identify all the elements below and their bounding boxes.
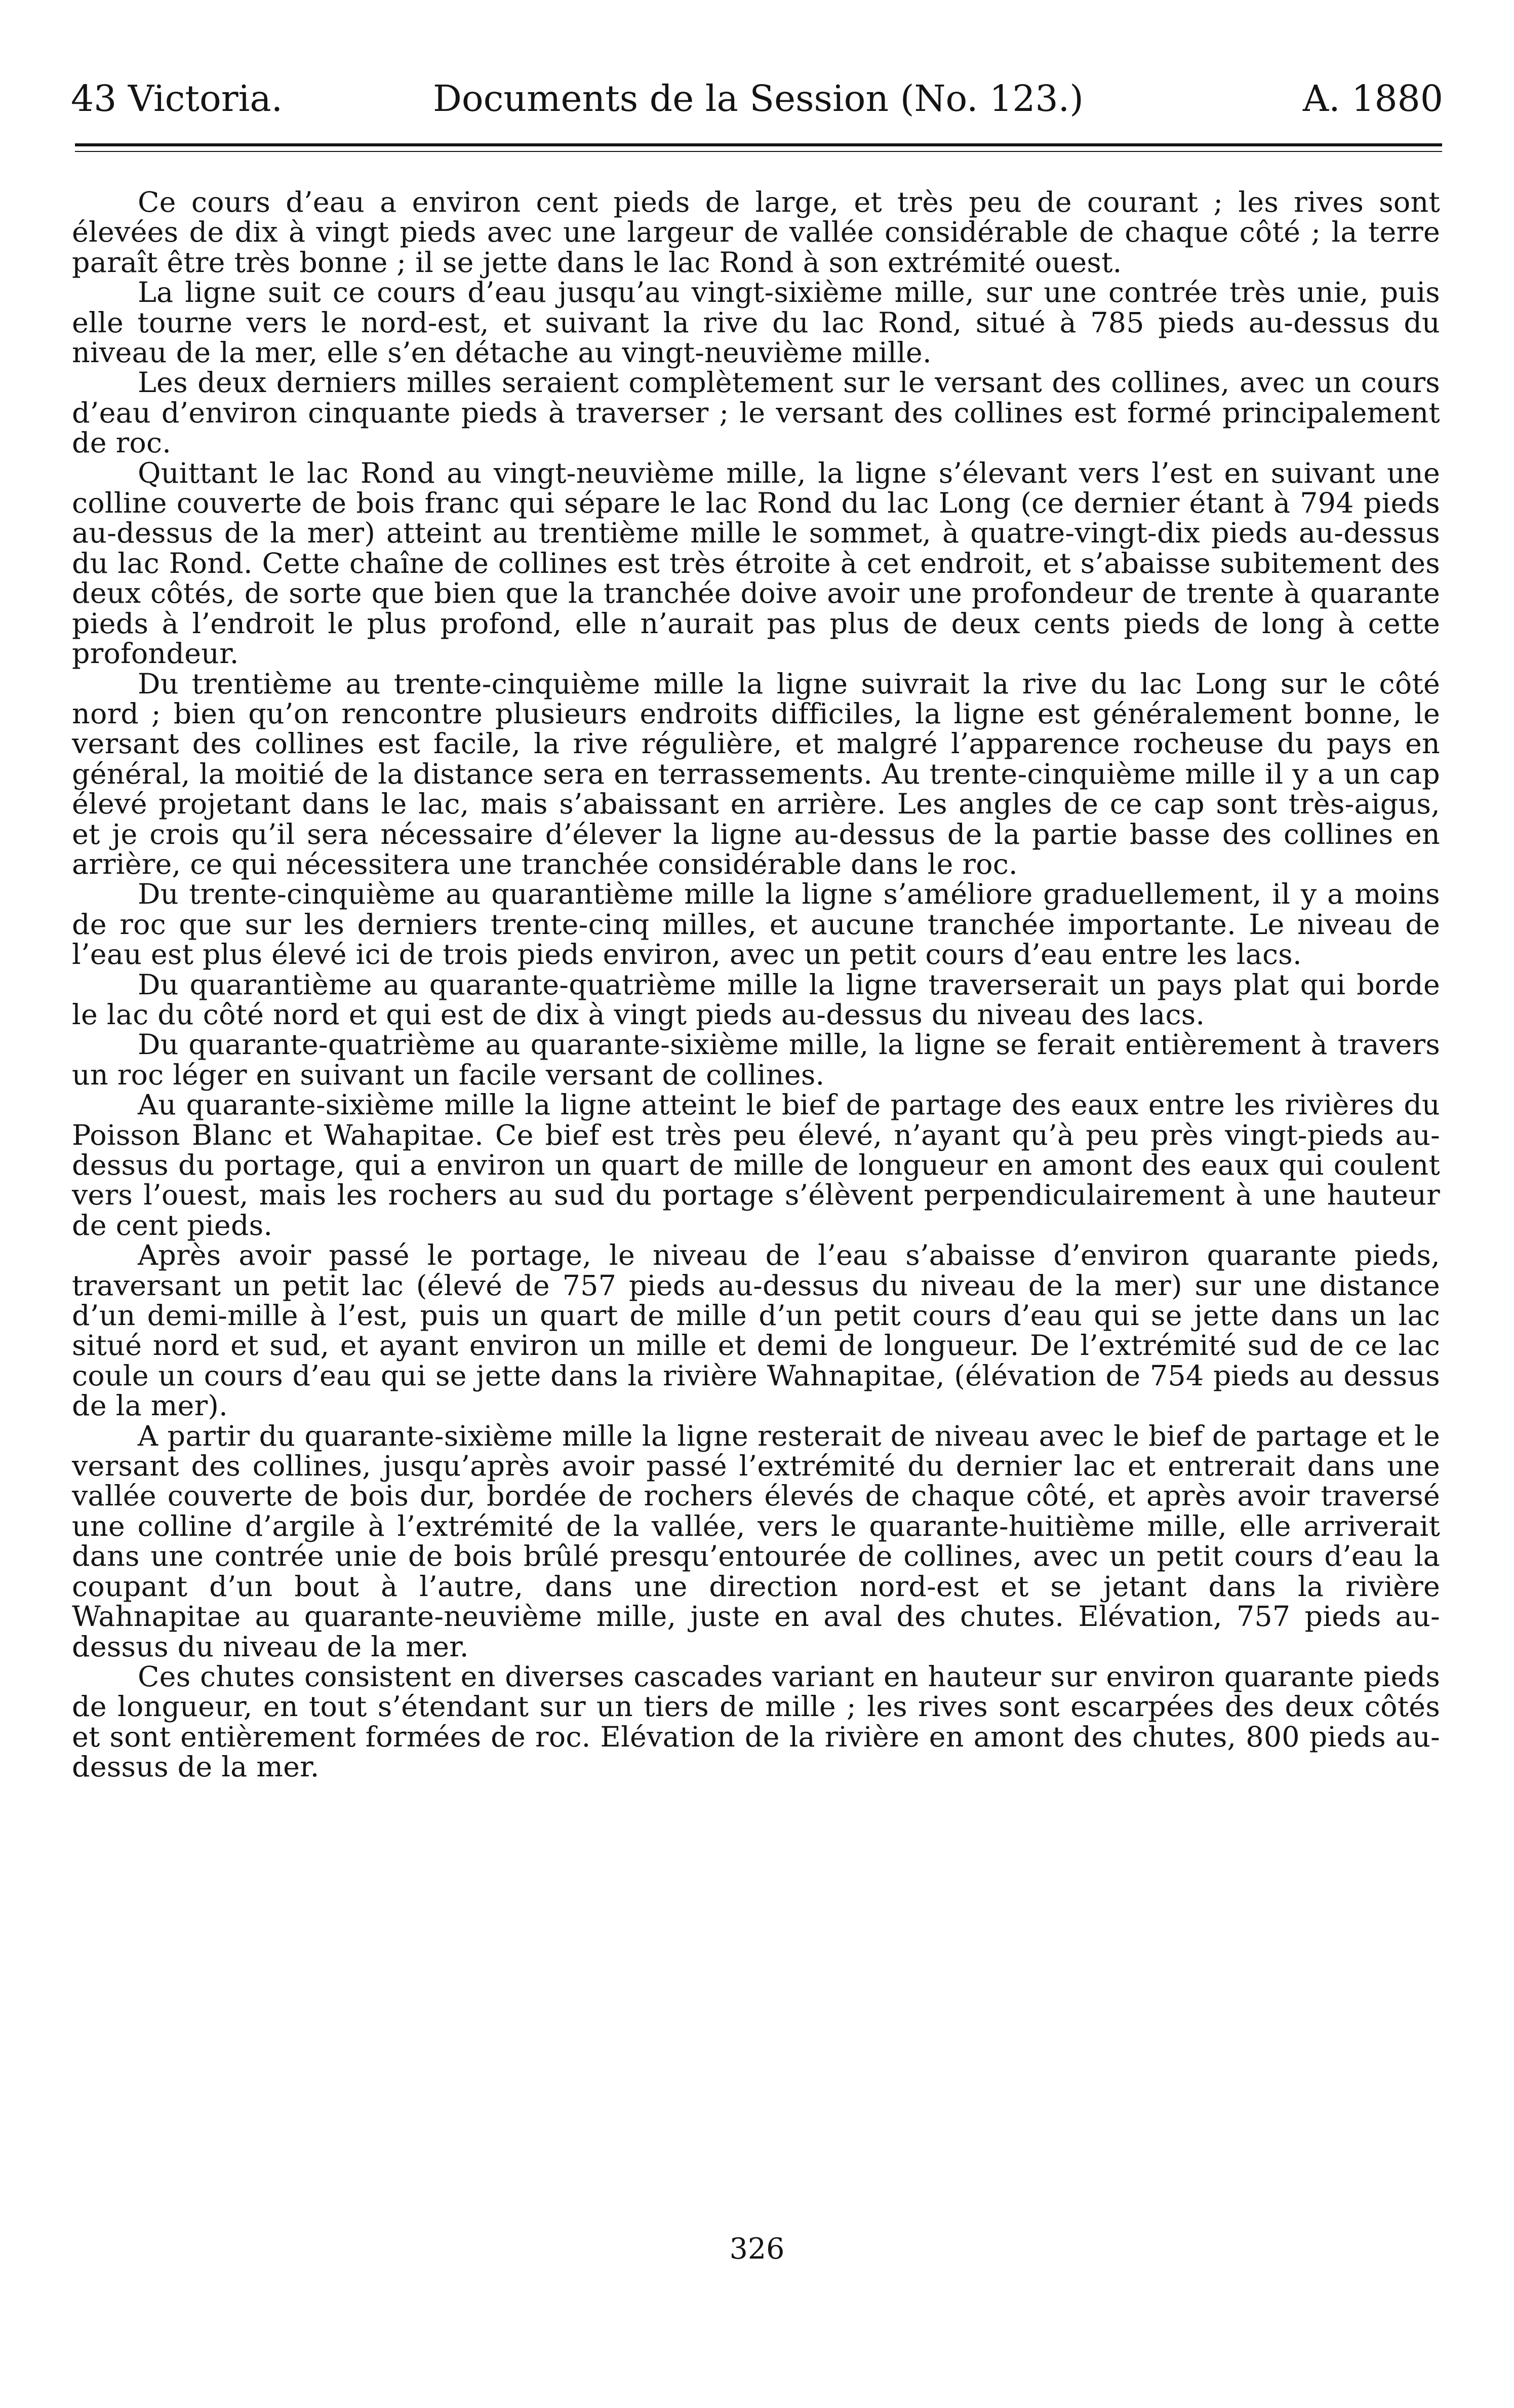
paragraph: Du trente-cinquième au quarantième mille la ligne s’améliore graduellement, il y a moins de roc que sur les derniers trente-cinq milles, et aucune tranchée importante. Le niveau de l’eau est plus élevé ici de trois pieds environ, avec un petit cours d’eau entre les lacs. xyxy=(72,878,1440,972)
header-rule-thin xyxy=(75,151,1442,152)
paragraph: Après avoir passé le portage, le niveau de l’eau s’abaisse d’environ quarante pieds, traversant un petit lac (élevé de 757 pieds au-dessus du niveau de la mer) sur une distance d’un demi-mille à l’est, puis un quart de mille d’un petit cours d’eau qui se jette dans un lac situé nord et sud, et ayant environ un mille et demi de longueur. De l’extrémité sud de ce lac coule un cours d’eau qui se jette dans la rivière Wahnapitae, (élévation de 754 pieds au dessus de la mer). xyxy=(72,1239,1440,1423)
paragraph: A partir du quarante-sixième mille la ligne resterait de niveau avec le bief de partage et le versant des collines, jusqu’après avoir passé l’extrémité du dernier lac et entrerait dans une vallée couverte de bois dur, bordée de rochers élevés de chaque côté, et après avoir traversé une colline d’argile à l’extrémité de la vallée, vers le quarante-huitième mille, elle arriverait dans une contrée unie de bois brûlé presqu’entourée de collines, avec un petit cours d’eau la coupant d’un bout à l’autre, dans une direction nord-est et se jetant dans la rivière Wahnapitae au quarante-neuvième mille, juste en aval des chutes. Elévation, 757 pieds au-dessus du niveau de la mer. xyxy=(72,1419,1440,1663)
paragraph: Ce cours d’eau a environ cent pieds de large, et très peu de courant ; les rives sont élevées de dix à vingt pieds avec une largeur de vallée considérable de chaque côté ; la terre paraît être très bonne ; il se jette dans le lac Rond à son extrémité ouest. xyxy=(72,186,1440,279)
paragraph: Du trentième au trente-cinquième mille la ligne suivrait la rive du lac Long sur le côté nord ; bien qu’on rencontre plusieurs endroits difficiles, la ligne est généralement bonne, le versant des collines est facile, la rive régulière, et malgré l’apparence rocheuse du pays en général, la moitié de la distance sera en terrassements. Au trente-cinquième mille il y a un cap élevé projetant dans le lac, mais s’abaissant en arrière. Les angles de ce cap sont très-aigus, et je crois qu’il sera nécessaire d’élever la ligne au-dessus de la partie basse des collines en arrière, ce qui nécessitera une tranchée considérable dans le roc. xyxy=(72,667,1440,881)
paragraph: Quittant le lac Rond au vingt-neuvième mille, la ligne s’élevant vers l’est en suivant une colline couverte de bois franc qui sépare le lac Rond du lac Long (ce dernier étant à 794 pieds au-dessus de la mer) atteint au trentième mille le sommet, à quatre-vingt-dix pieds au-dessus du lac Rond. Cette chaîne de collines est très étroite à cet endroit, et s’abaisse subitement des deux côtés, de sorte que bien que la tranchée doive avoir une profondeur de trente à quarante pieds à l’endroit le plus profond, elle n’aurait pas plus de deux cents pieds de long à cette profondeur. xyxy=(72,456,1440,671)
page-number: 326 xyxy=(729,2232,785,2266)
paragraph: Du quarantième au quarante-quatrième mille la ligne traverserait un pays plat qui borde le lac du côté nord et qui est de dix à vingt pieds au-dessus du niveau des lacs. xyxy=(72,968,1440,1031)
paragraph: La ligne suit ce cours d’eau jusqu’au vingt-sixième mille, sur une contrée très unie, puis elle tourne vers le nord-est, et suivant la rive du lac Rond, situé à 785 pieds au-dessus du niveau de la mer, elle s’en détache au vingt-neuvième mille. xyxy=(72,276,1440,370)
paragraph: Les deux derniers milles seraient complètement sur le versant des collines, avec un cours d’eau d’environ cinquante pieds à traverser ; le versant des collines est formé principalement de roc. xyxy=(72,366,1440,460)
running-header xyxy=(71,71,1443,127)
paragraph: Au quarante-sixième mille la ligne atteint le bief de partage des eaux entre les rivières du Poisson Blanc et Wahapitae. Ce bief est très peu élevé, n’ayant qu’à peu près vingt-pieds au-dessus du portage, qui a environ un quart de mille de longueur en amont des eaux qui coulent vers l’ouest, mais les rochers au sud du portage s’élèvent perpendiculairement à une hauteur de cent pieds. xyxy=(72,1089,1440,1242)
header-regnal-year: 43 Victoria. xyxy=(71,77,283,120)
paragraph: Ces chutes consistent en diverses cascades variant en hauteur sur environ quarante pieds de longueur, en tout s’étendant sur un tiers de mille ; les rives sont escarpées des deux côtés et sont entièrement formées de roc. Elévation de la rivière en amont des chutes, 800 pieds au-dessus de la mer. xyxy=(72,1660,1440,1784)
header-year: A. 1880 xyxy=(1302,77,1443,120)
header-rule-thick xyxy=(75,143,1442,146)
body-text xyxy=(72,187,1440,1782)
paragraph: Du quarante-quatrième au quarante-sixième mille, la ligne se ferait entièrement à travers un roc léger en suivant un facile versant de collines. xyxy=(72,1028,1440,1092)
header-session-title: Documents de la Session (No. 123.) xyxy=(433,77,1084,120)
